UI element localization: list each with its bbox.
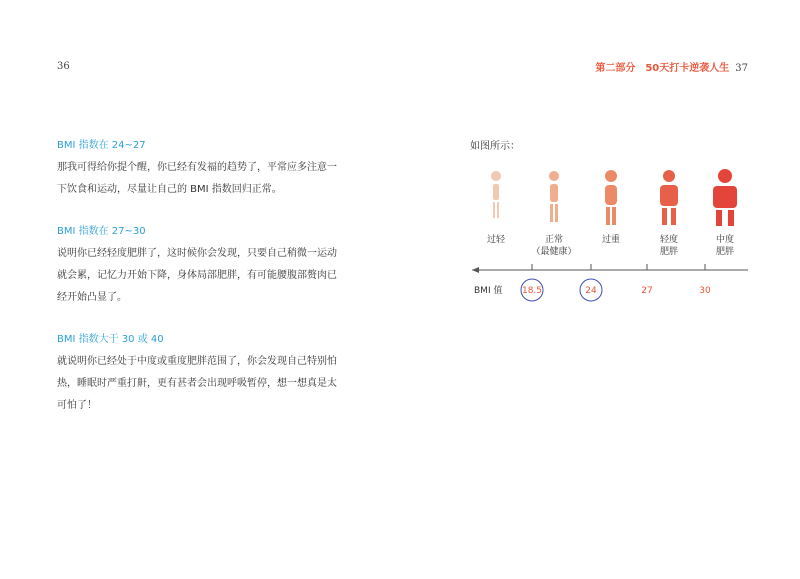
tick-label: 30 <box>699 286 711 296</box>
section-body <box>57 351 347 417</box>
tick-label: 27 <box>641 286 653 296</box>
person-body-icon <box>605 185 617 205</box>
category-label: 过轻 <box>486 235 506 245</box>
body-line: 那我可得给你提个醒，你已经有发福的趋势了，平常应多注意一 <box>57 162 337 173</box>
body-line: 就说明你已经处于中度或重度肥胖范围了，你会发现自己特别怕 <box>57 356 337 367</box>
person-leg-icon <box>493 202 495 218</box>
person-leg-icon <box>671 208 676 225</box>
person-head-icon <box>663 170 675 182</box>
person-head-icon <box>549 171 559 181</box>
right-page-number: 37 <box>735 63 748 74</box>
person-leg-icon <box>716 210 722 226</box>
person-body-icon <box>493 184 499 200</box>
bmi-section-27-30 <box>57 222 347 309</box>
section-heading: BMI 指数大于 30 或 40 <box>57 334 164 345</box>
axis-arrow-icon <box>472 267 479 273</box>
body-line: 说明你已经轻度肥胖了，这时候你会发现，只要自己稍微一运动 <box>57 248 337 259</box>
person-leg-icon <box>662 208 667 225</box>
person-leg-icon <box>728 210 734 226</box>
person-head-icon <box>718 169 732 183</box>
person-leg-icon <box>555 204 558 222</box>
bmi-section-over-30 <box>57 330 347 417</box>
section-body <box>57 243 347 309</box>
person-body-icon <box>660 185 678 206</box>
body-line: 就会累，记忆力开始下降，身体局部肥胖，有可能腰腹部赘肉已 <box>57 270 337 281</box>
person-leg-icon <box>606 207 610 225</box>
body-line: 热，睡眠时严重打鼾，更有甚者会出现呼吸暂停，想一想真是太 <box>57 378 337 389</box>
left-page-number: 36 <box>57 61 70 72</box>
body-line: 经开始凸显了。 <box>57 292 127 303</box>
person-leg-icon <box>612 207 616 225</box>
person-leg-icon <box>550 204 553 222</box>
tick-label: 18.5 <box>521 286 543 296</box>
person-body-icon <box>713 186 737 208</box>
category-label: 过重 <box>601 235 621 245</box>
category-label: 正常 <box>544 235 564 245</box>
section-title: 第二部分 50天打卡逆袭人生 <box>595 63 730 74</box>
section-heading: BMI 指数在 27~30 <box>57 226 146 237</box>
bmi-text-column <box>57 136 347 438</box>
category-label: 轻度 <box>659 235 679 245</box>
body-line: 下饮食和运动，尽量让自己的 BMI 指数回归正常。 <box>57 184 282 195</box>
person-head-icon <box>491 171 501 181</box>
figure-caption: 如图所示： <box>470 141 520 152</box>
category-label: 肥胖 <box>659 247 679 257</box>
category-label: 中度 <box>715 235 735 245</box>
axis-label: BMI 值 <box>474 286 503 296</box>
section-body <box>57 157 347 201</box>
section-heading: BMI 指数在 24~27 <box>57 140 146 151</box>
person-head-icon <box>605 170 617 182</box>
person-body-icon <box>550 184 558 202</box>
category-label: （最健康） <box>531 247 577 257</box>
running-header <box>595 59 748 74</box>
person-leg-icon <box>497 202 499 218</box>
bmi-body-figure <box>460 160 760 310</box>
category-label: 肥胖 <box>715 247 735 257</box>
body-line: 可怕了！ <box>57 400 97 411</box>
bmi-section-24-27 <box>57 136 347 201</box>
tick-label: 24 <box>585 286 597 296</box>
